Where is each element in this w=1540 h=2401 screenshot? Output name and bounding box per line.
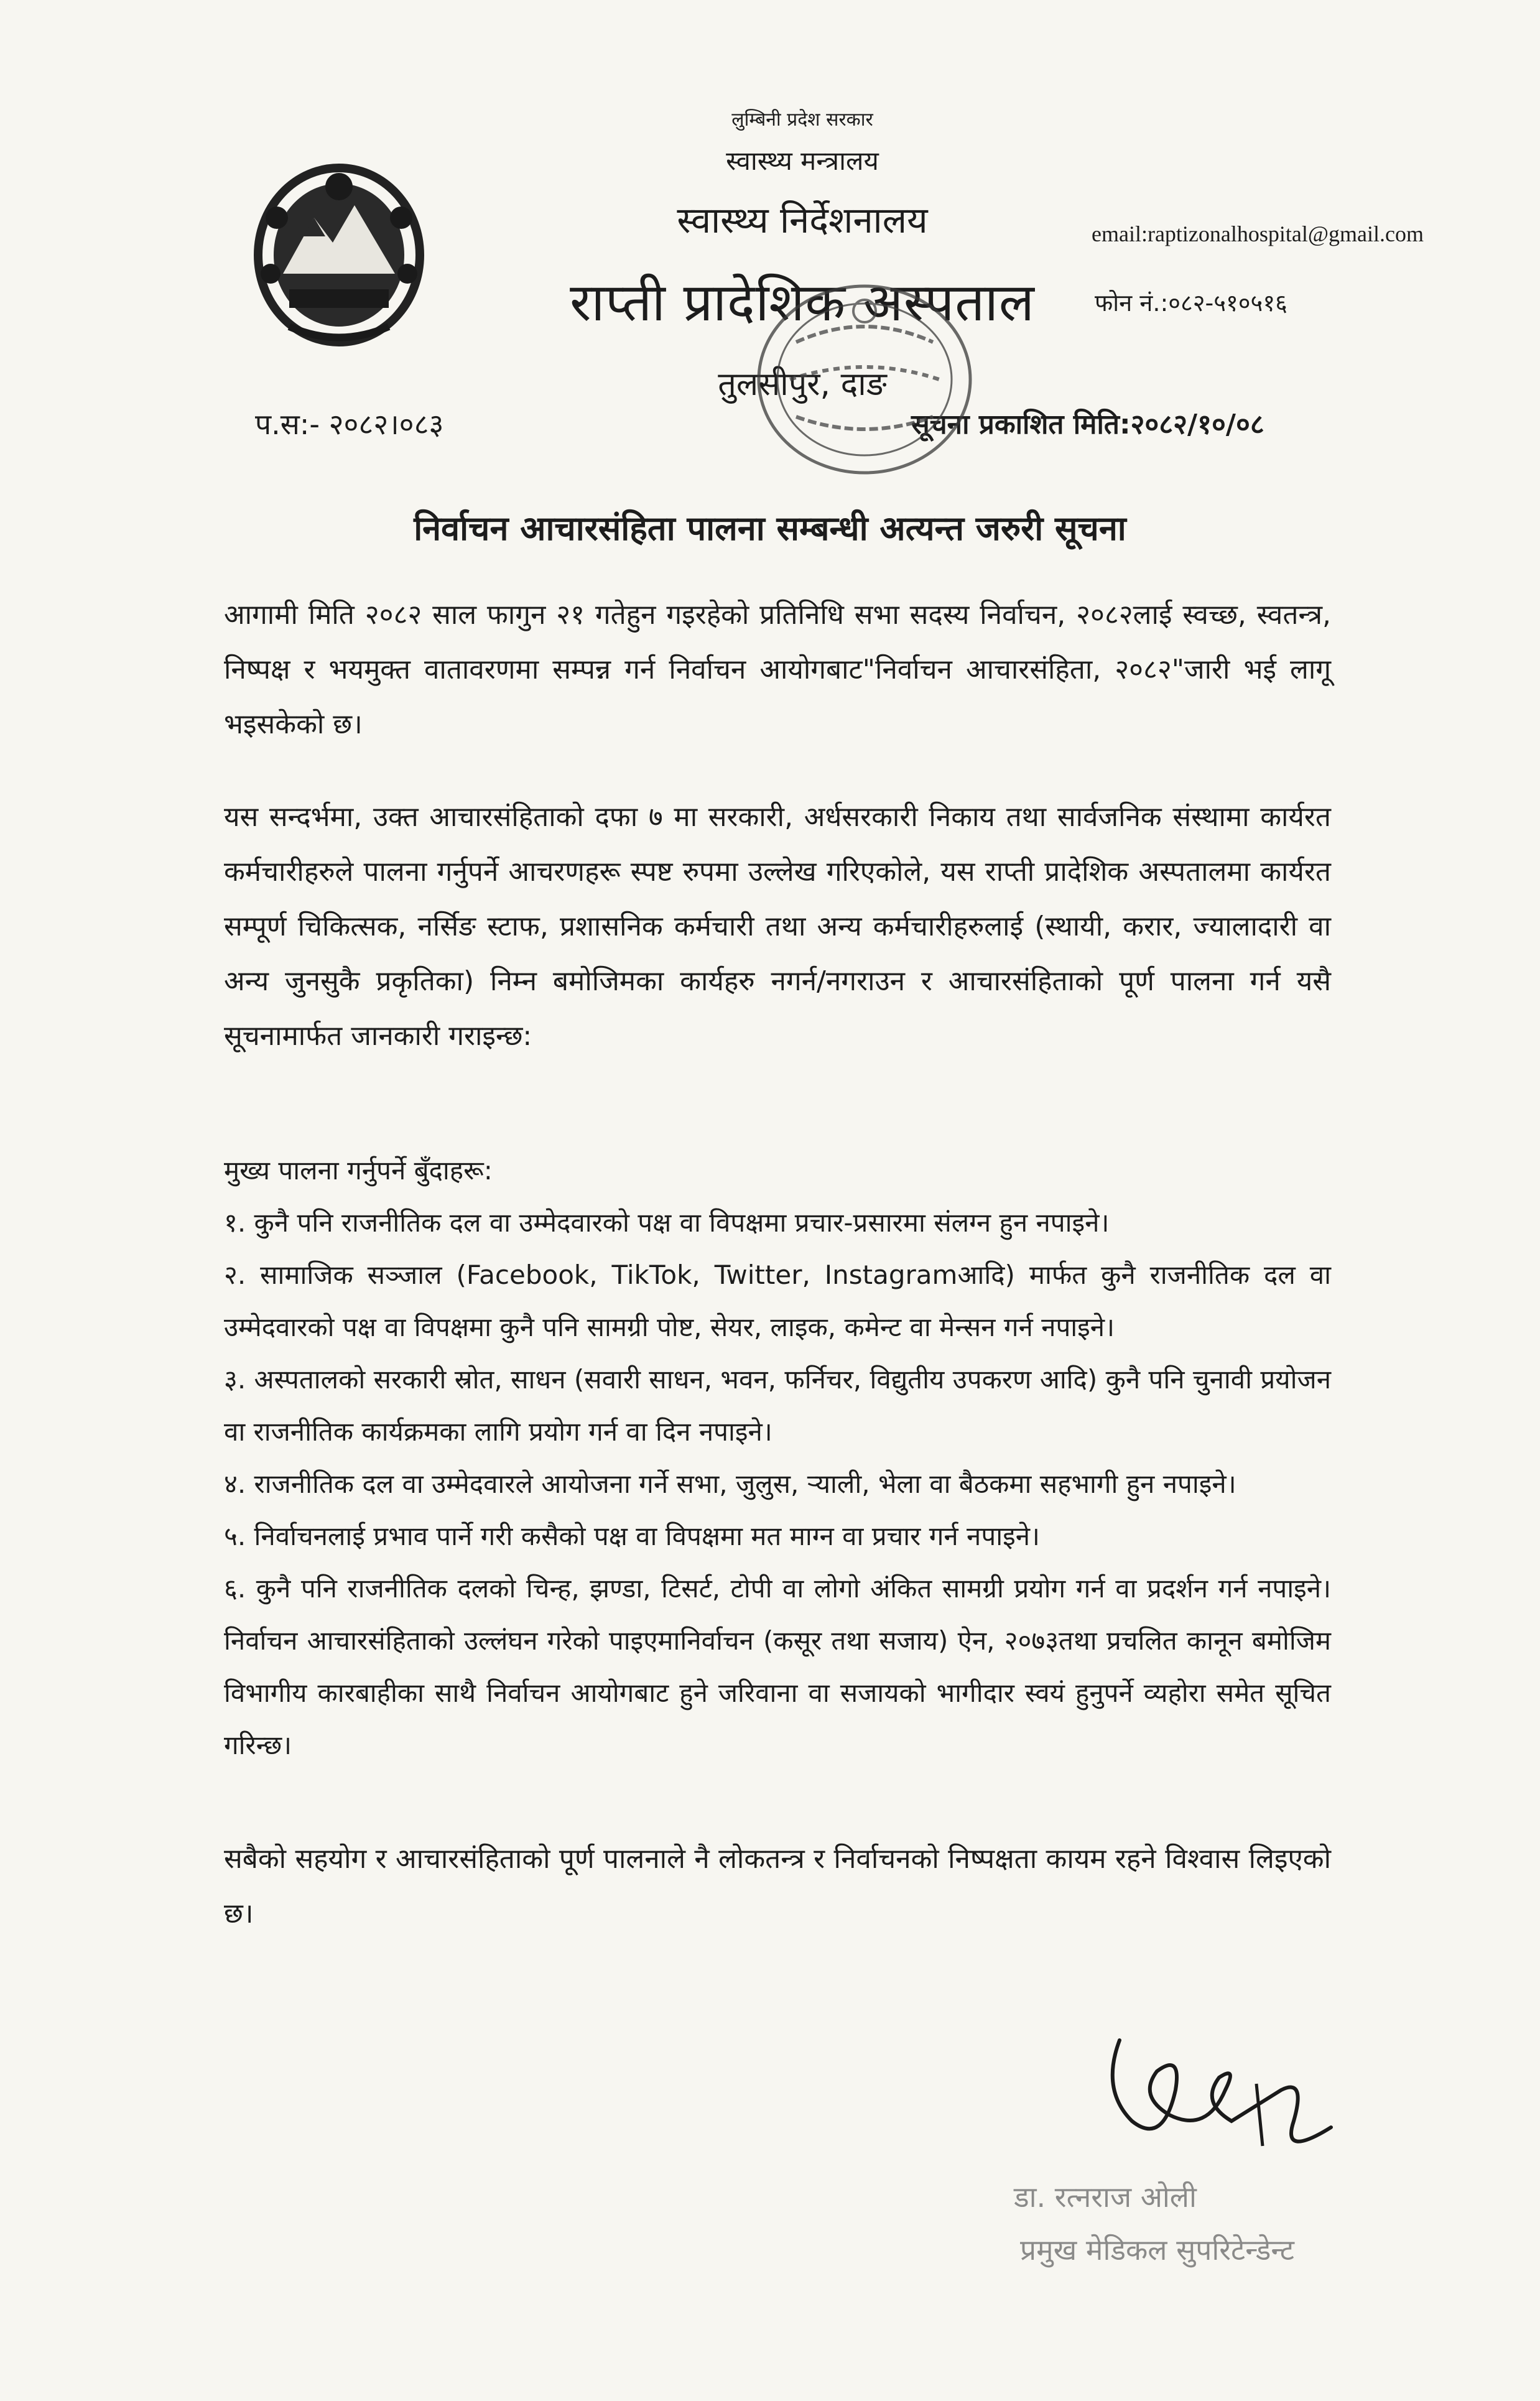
office-stamp-icon <box>746 274 983 485</box>
list-item: २. सामाजिक सञ्जाल (Facebook, TikTok, Twitter, Instagramआदि) मार्फत कुनै राजनीतिक दल वा उम्मेदवारको पक्ष वा विपक्षमा कुनै पनि सामग्री पोष्ट, सेयर, लाइक, कमेन्ट वा मेन्सन गर्न नपाइने। <box>224 1260 1331 1342</box>
government-emblem-icon <box>246 149 432 348</box>
letterhead-hospital: राप्ती प्रादेशिक अस्पताल <box>570 272 1035 333</box>
reference-number: प.स:- २०८२।०८३ <box>255 407 444 441</box>
signatory-title: प्रमुख मेडिकल सुपरिटेन्डेन्ट <box>1020 2233 1294 2267</box>
notice-paragraph-1: आगामी मिति २०८२ साल फागुन २१ गतेहुन गइरहेको प्रतिनिधि सभा सदस्य निर्वाचन, २०८२लाई स्वच्छ, स्वतन्त्र, निष्पक्ष र भयमुक्त वातावरणमा सम्पन्न गर्न निर्वाचन आयोगबाट"निर्वाचन आचारसंहिता, २०८२"जारी भई लागू भइसकेको छ। <box>224 599 1331 740</box>
letterhead-directorate: स्वास्थ्य निर्देशनालय <box>677 199 928 241</box>
contact-email: email:raptizonalhospital@gmail.com <box>1092 221 1424 246</box>
points-list <box>224 1145 1331 1772</box>
signature-icon <box>1095 2015 1356 2171</box>
list-item: ४. राजनीतिक दल वा उम्मेदवारले आयोजना गर्ने सभा, जुलुस, र्‍याली, भेला वा बैठकमा सहभागी हुन नपाइने। <box>224 1469 1236 1499</box>
list-item: ५. निर्वाचनलाई प्रभाव पार्ने गरी कसैको पक्ष वा विपक्षमा मत माग्न वा प्रचार गर्न नपाइने। <box>224 1521 1040 1551</box>
points-heading: मुख्य पालना गर्नुपर्ने बुँदाहरू: <box>224 1155 493 1186</box>
list-item: ३. अस्पतालको सरकारी स्रोत, साधन (सवारी साधन, भवन, फर्निचर, विद्युतीय उपकरण आदि) कुनै पनि चुनावी प्रयोजन वा राजनीतिक कार्यक्रमका लागि प्रयोग गर्न वा दिन नपाइने। <box>224 1364 1331 1447</box>
contact-phone: फोन नं.:०८२-५१०५१६ <box>1095 289 1287 317</box>
signatory-name: डा. रत्नराज ओली <box>1014 2180 1197 2214</box>
list-item: १. कुनै पनि राजनीतिक दल वा उम्मेदवारको पक्ष वा विपक्षमा प्रचार-प्रसारमा संलग्न हुन नपाइने। <box>224 1207 1110 1238</box>
letterhead-location: तुलसीपुर, दाङ <box>718 366 887 403</box>
list-item: ६. कुनै पनि राजनीतिक दलको चिन्ह, झण्डा, टिसर्ट, टोपी वा लोगो अंकित सामग्री प्रयोग गर्न वा प्रदर्शन गर्न नपाइने।निर्वाचन आचारसंहिताको उल्लंघन गरेको पाइएमानिर्वाचन (कसूर तथा सजाय) ऐन, २०७३तथा प्रचलित कानून बमोजिम विभागीय कारबाहीका साथै निर्वाचन आयोगबाट हुने जरिवाना वा सजायको भागीदार स्वयं हुनुपर्ने व्यहोरा समेत सूचित गरिन्छ। <box>224 1573 1331 1760</box>
notice-title: निर्वाचन आचारसंहिता पालना सम्बन्धी अत्यन्त जरुरी सूचना <box>414 509 1126 548</box>
notice-paragraph-2: यस सन्दर्भमा, उक्त आचारसंहिताको दफा ७ मा सरकारी, अर्धसरकारी निकाय तथा सार्वजनिक संस्थामा कार्यरत कर्मचारीहरुले पालना गर्नुपर्ने आचरणहरू स्पष्ट रुपमा उल्लेख गरिएकोले, यस राप्ती प्रादेशिक अस्पतालमा कार्यरत सम्पूर्ण चिकित्सक, नर्सिङ स्टाफ, प्रशासनिक कर्मचारी तथा अन्य कर्मचारीहरुलाई (स्थायी, करार, ज्यालादारी वा अन्य जुनसुकै प्रकृतिका) निम्न बमोजिमका कार्यहरु नगर्न/नगराउन र आचारसंहिताको पूर्ण पालना गर्न यसै सूचनामार्फत जानकारी गराइन्छ: <box>224 801 1331 1052</box>
letterhead-province: लुम्बिनी प्रदेश सरकार <box>731 109 873 131</box>
publication-date: सूचना प्रकाशित मिति:२०८२/१०/०८ <box>911 409 1264 440</box>
notice-closing: सबैको सहयोग र आचारसंहिताको पूर्ण पालनाले नै लोकतन्त्र र निर्वाचनको निष्पक्षता कायम रहने विश्वास लिइएको छ। <box>224 1843 1332 1930</box>
letterhead-ministry: स्वास्थ्य मन्त्रालय <box>726 146 879 176</box>
